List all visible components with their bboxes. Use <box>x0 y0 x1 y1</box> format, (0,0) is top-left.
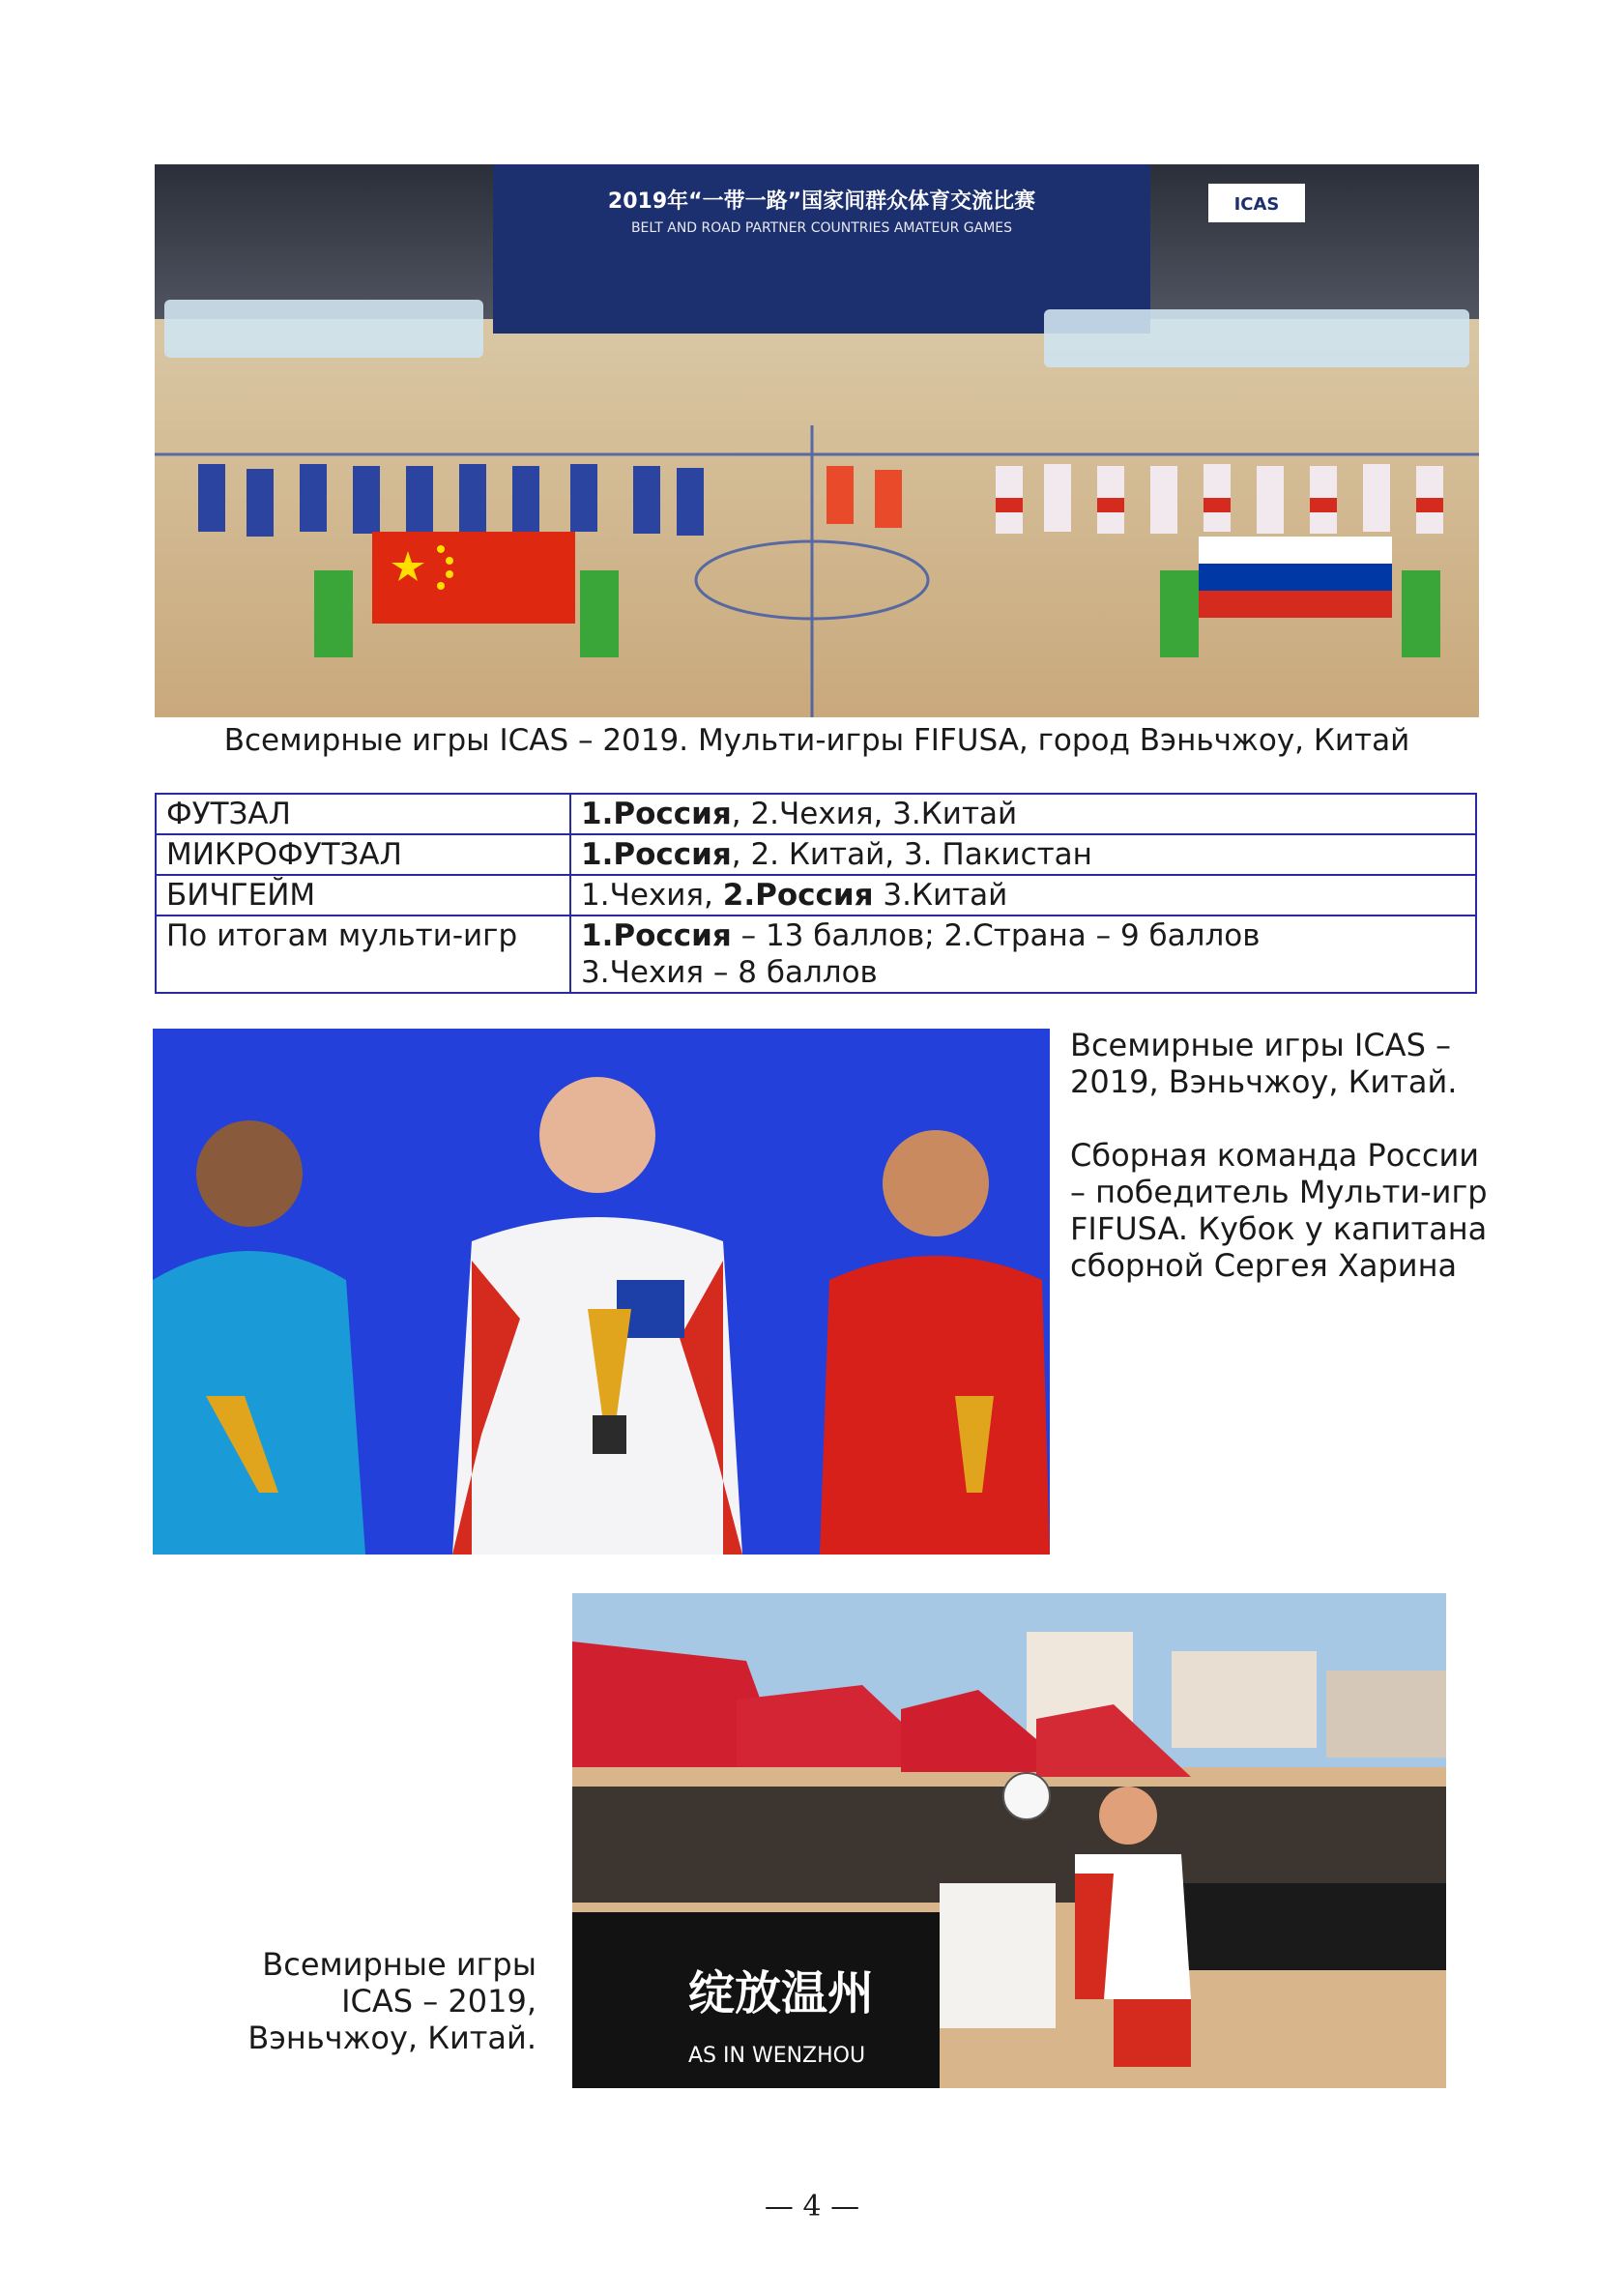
placings-line2: 3.Чехия – 8 баллов <box>581 955 878 990</box>
placings-pre: 1.Чехия, <box>581 878 723 913</box>
beach-game-photo <box>572 1593 1446 2088</box>
icas-logo-text: ICAS <box>1233 194 1280 215</box>
award-ceremony-photo <box>153 1029 1050 1555</box>
placings-rest: , 2. Китай, 3. Пакистан <box>731 837 1092 872</box>
beach-photo-caption: Всемирные игры ICAS – 2019, Вэньчжоу, Китай. <box>247 1946 536 2056</box>
banner-line2: BELT AND ROAD PARTNER COUNTRIES AMATEUR GAMES <box>630 220 1013 236</box>
ad-board-text: 绽放温州 <box>688 1966 875 2020</box>
table-row <box>156 915 1476 993</box>
event-cell: МИКРОФУТЗАЛ <box>156 834 570 875</box>
placings-rest: , 2.Чехия, 3.Китай <box>731 797 1018 831</box>
winner: 1.Россия <box>581 837 732 872</box>
table-row <box>156 834 1476 875</box>
placings-cell <box>570 875 1476 915</box>
placings-cell <box>570 834 1476 875</box>
results-table <box>155 793 1477 994</box>
russia-flag <box>1199 537 1392 618</box>
award-photo-caption <box>1070 1027 1495 1284</box>
placings-cell <box>570 915 1476 993</box>
banner-line1: 2019年“一带一路”国家间群众体育交流比赛 <box>607 189 1036 214</box>
main-photo-caption: Всемирные игры ICAS – 2019. Мульти-игры FIFUSA, город Вэньчжоу, Китай <box>223 723 1410 758</box>
page-number: — 4 — <box>764 2190 860 2223</box>
award-caption-line2: Сборная команда России – победитель Мульти-игр FIFUSA. Кубок у капитана сборной Сергея Харина <box>1070 1137 1488 1284</box>
table-row <box>156 875 1476 915</box>
winner: 1.Россия <box>581 797 732 831</box>
event-cell: ФУТЗАЛ <box>156 794 570 834</box>
ad-board-subtext: AS IN WENZHOU <box>688 2044 866 2068</box>
event-cell: По итогам мульти-игр <box>156 915 570 993</box>
placings-post: 3.Китай <box>873 878 1008 913</box>
winner: 1.Россия <box>581 918 732 953</box>
event-cell: БИЧГЕЙМ <box>156 875 570 915</box>
table-row <box>156 794 1476 834</box>
award-caption-line1: Всемирные игры ICAS – 2019, Вэньчжоу, Китай. <box>1070 1027 1458 1100</box>
placings-cell <box>570 794 1476 834</box>
russia-place: 2.Россия <box>722 878 874 913</box>
china-flag <box>372 532 575 624</box>
placings-rest: – 13 баллов; 2.Страна – 9 баллов <box>731 918 1261 953</box>
opening-ceremony-photo <box>155 164 1479 717</box>
